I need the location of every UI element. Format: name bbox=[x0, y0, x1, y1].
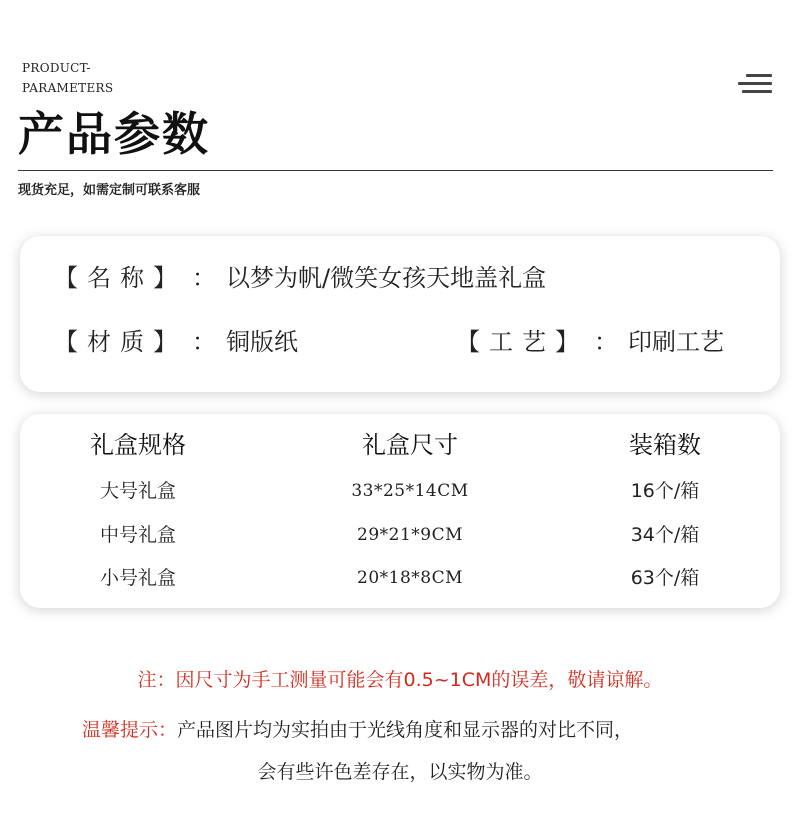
table-cell-spec: 小号礼盒 bbox=[99, 567, 176, 589]
page-title: 产品参数 bbox=[18, 107, 210, 161]
hamburger-menu-icon bbox=[738, 74, 772, 94]
english-heading-line2: PARAMETERS bbox=[22, 81, 114, 95]
table-cell-size: 20*18*8CM bbox=[357, 568, 463, 588]
table-cell-spec: 大号礼盒 bbox=[99, 480, 176, 502]
property-name bbox=[54, 262, 546, 294]
properties-card bbox=[20, 236, 780, 392]
title-divider bbox=[18, 170, 773, 171]
english-heading-line1: PRODUCT- bbox=[22, 61, 91, 75]
property-name-separator: ： bbox=[192, 264, 216, 292]
table-cell-count: 63个/箱 bbox=[630, 567, 700, 589]
tip-text: 产品图片均为实拍由于光线角度和显示器的对比不同， bbox=[177, 719, 634, 741]
property-craft-label: 【工艺】 bbox=[456, 328, 588, 356]
page-subtitle: 现货充足，如需定制可联系客服 bbox=[18, 183, 201, 198]
table-cell-size: 33*25*14CM bbox=[351, 481, 469, 501]
english-heading bbox=[22, 58, 113, 98]
spec-table-card bbox=[20, 414, 780, 608]
tip-line bbox=[82, 716, 633, 744]
table-header-size: 礼盒尺寸 bbox=[362, 431, 458, 459]
property-material bbox=[54, 326, 298, 358]
property-craft bbox=[456, 326, 724, 358]
measurement-note: 注：因尺寸为手工测量可能会有0.5~1CM的误差，敬请谅解。 bbox=[137, 669, 663, 691]
table-cell-count: 34个/箱 bbox=[630, 524, 700, 546]
tip-text-line2: 会有些许色差存在，以实物为准。 bbox=[257, 761, 543, 783]
table-header-count: 装箱数 bbox=[629, 431, 701, 459]
property-material-value: 铜版纸 bbox=[226, 328, 298, 356]
property-name-value: 以梦为帆/微笑女孩天地盖礼盒 bbox=[226, 264, 547, 292]
property-name-label: 【名称】 bbox=[54, 264, 186, 292]
property-material-separator: ： bbox=[192, 328, 216, 356]
property-material-label: 【材质】 bbox=[54, 328, 186, 356]
table-cell-count: 16个/箱 bbox=[630, 480, 700, 502]
tip-label: 温馨提示： bbox=[82, 719, 178, 741]
table-cell-spec: 中号礼盒 bbox=[99, 524, 176, 546]
property-craft-separator: ： bbox=[594, 328, 618, 356]
table-cell-size: 29*21*9CM bbox=[357, 525, 463, 545]
table-header-spec: 礼盒规格 bbox=[90, 431, 186, 459]
property-craft-value: 印刷工艺 bbox=[628, 328, 724, 356]
